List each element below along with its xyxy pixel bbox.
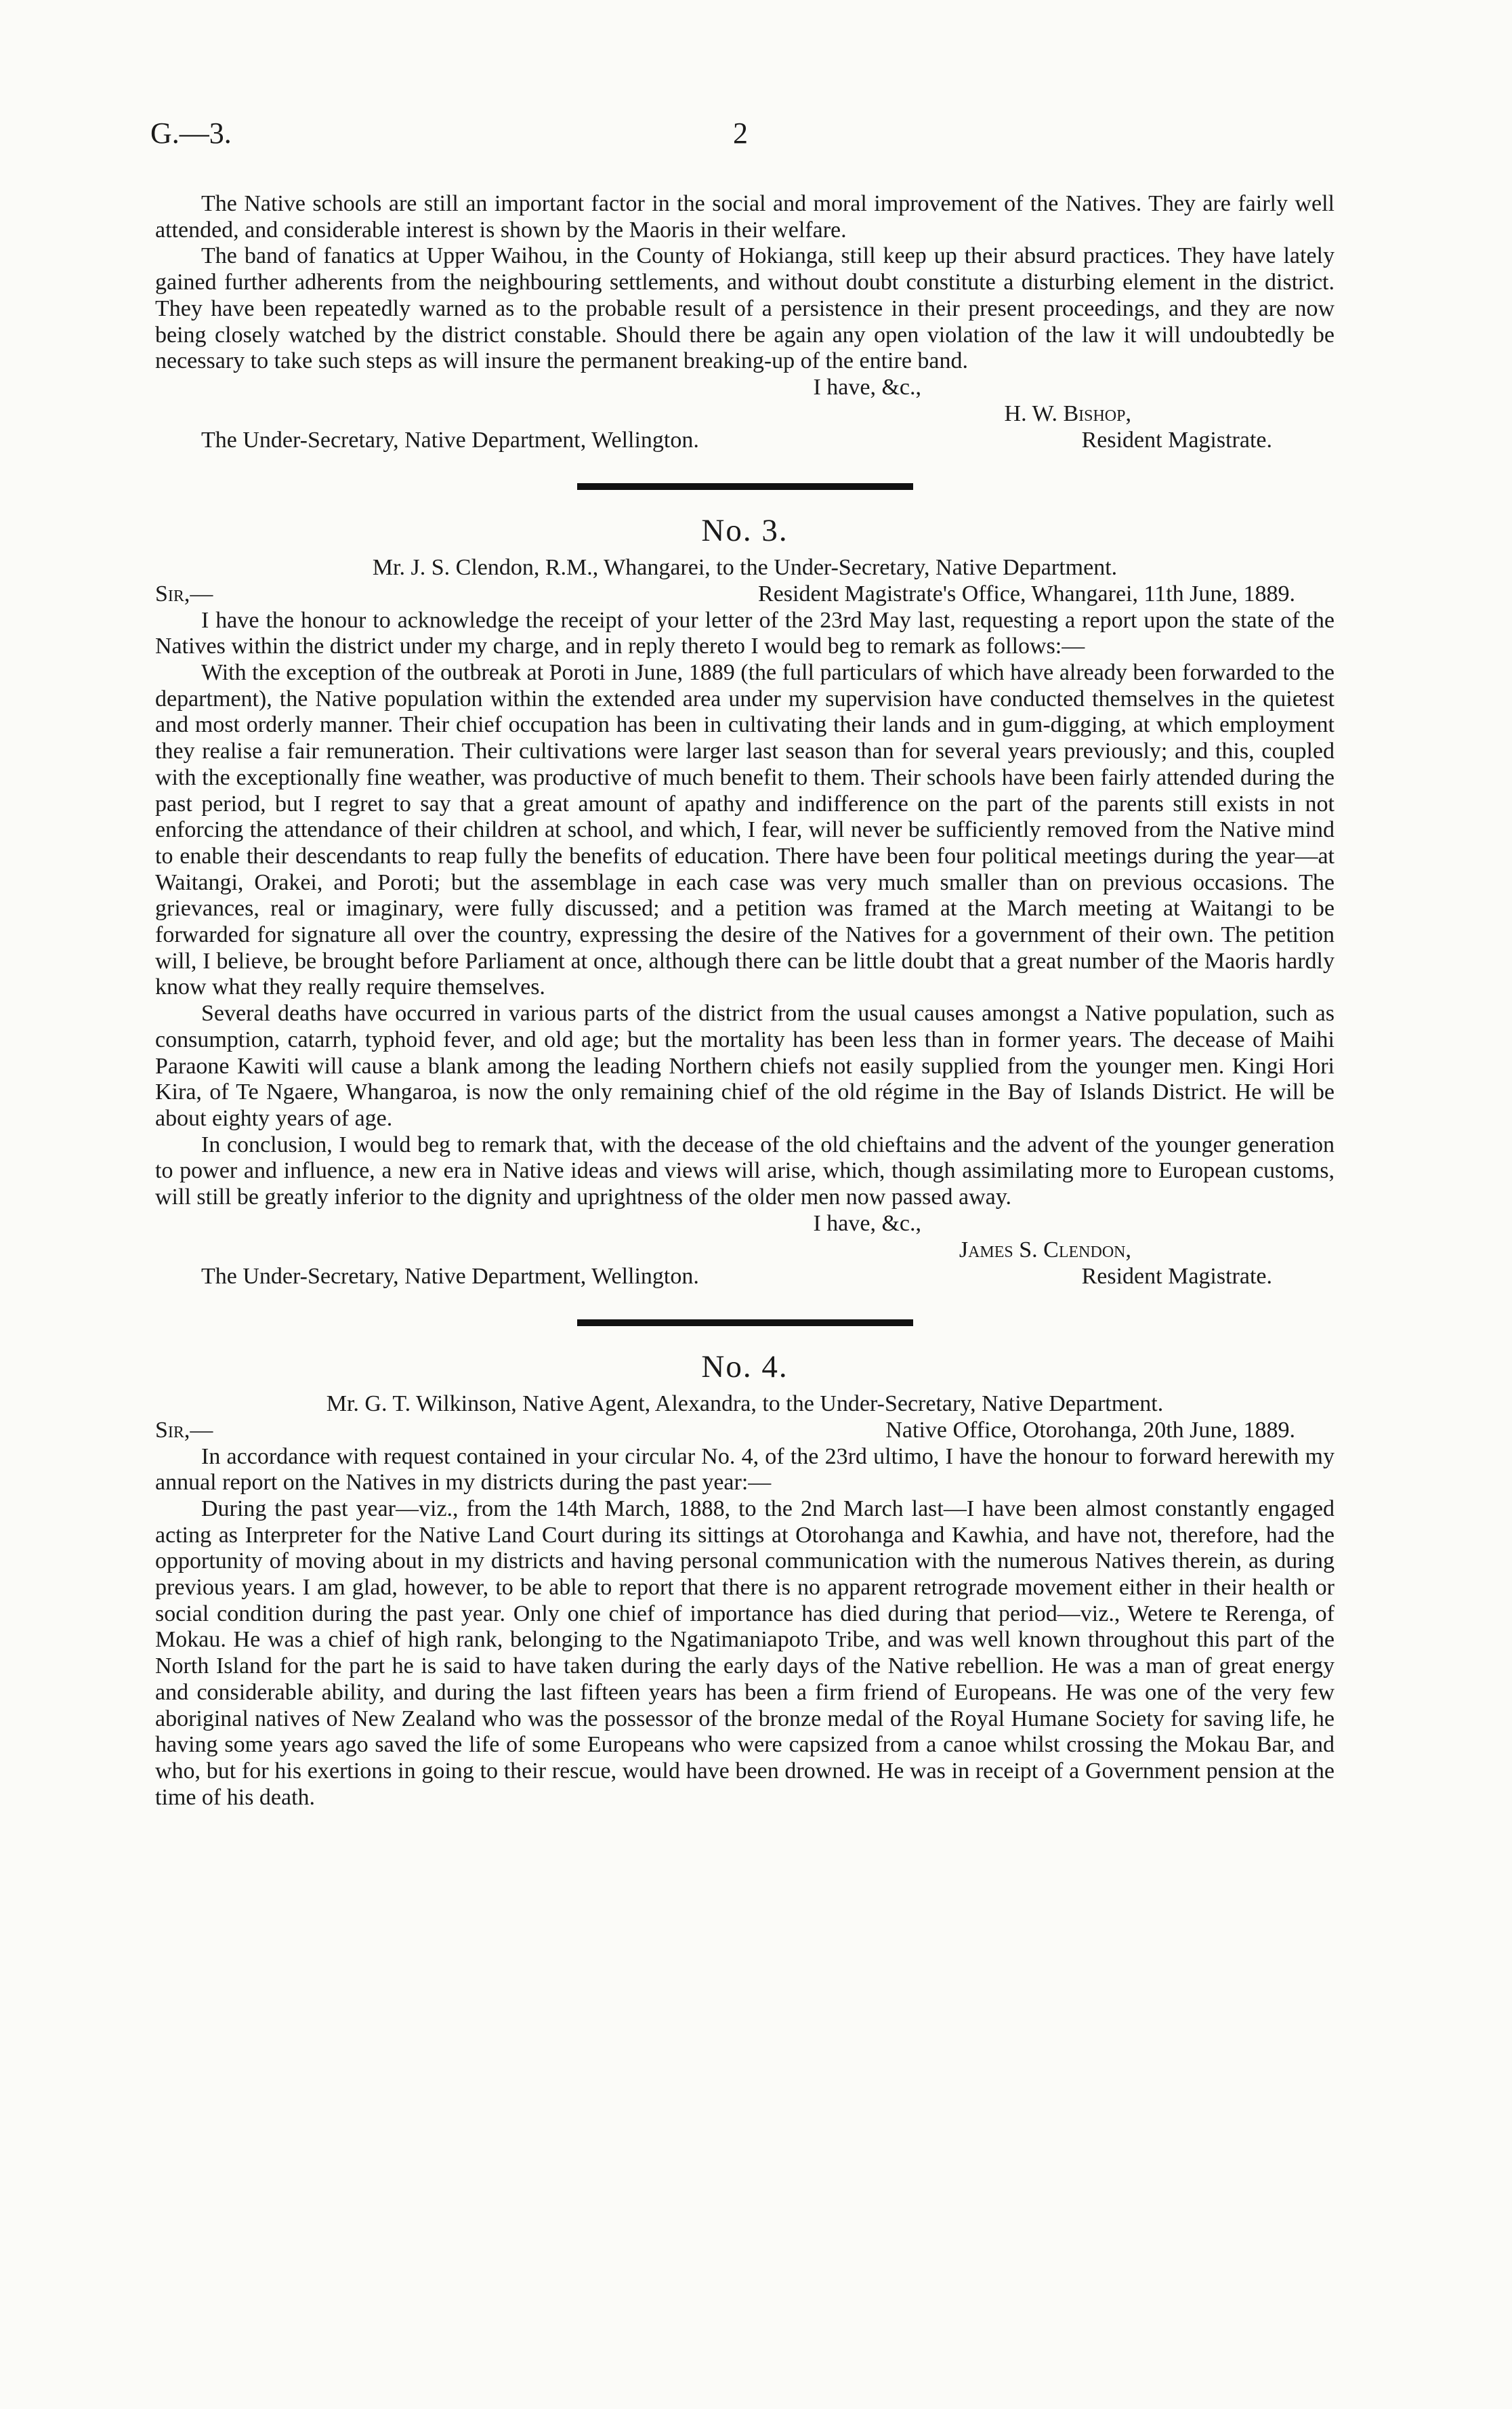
paragraph: During the past year—viz., from the 14th March, 1888, to the 2nd March last—I have been almost constantly engaged acting as Interpreter for the Native Land Court during its sittings at Otorohanga and Kawhia, and have not, therefore, had the opportunity of moving about in my districts and having personal communication with the numerous Natives therein, as during previous years. I am glad, however, to be able to report that there is no apparent retrograde movement either in their health or social condition during the past year. Only one chief of importance has died during that period—viz., Wetere te Rerenga, of Mokau. He was a chief of high rank, belonging to the Ngatimaniapoto Tribe, and was well known throughout this part of the North Island for the part he is said to have taken during the early days of the Native rebellion. He was a man of great energy and considerable ability, and during the last fifteen years has been a firm friend of Europeans. He was one of the very few aboriginal natives of New Zealand who was the possessor of the bronze medal of the Royal Humane Society for saving life, he having some years ago saved the life of some Europeans who were capsized from a canoe whilst crossing the Mokau Bar, and who, but for his exertions in going to their rescue, would have been drowned. He was in receipt of a Government pension at the time of his death.	[155, 1496, 1335, 1810]
addressee: The Under-Secretary, Native Department, Wellington.	[201, 1263, 699, 1289]
signatory-title: Resident Magistrate.	[1081, 1263, 1272, 1289]
page-body	[155, 191, 1335, 1811]
closing: I have, &c.,	[813, 1210, 921, 1236]
previous-letter-conclusion	[155, 191, 1335, 453]
salutation-line	[155, 581, 1335, 608]
section-divider	[577, 483, 913, 490]
paragraph: In conclusion, I would beg to remark that, with the decease of the old chieftains and the advent of the younger generation to power and influence, a new era in Native ideas and views will arise, which, though assimilating more to European customs, will still be greatly inferior to the dignity and uprightness of the older men now passed away.	[155, 1132, 1335, 1210]
signature-block	[155, 375, 1335, 453]
place-date: Resident Magistrate's Office, Whangarei, 11th June, 1889.	[758, 581, 1295, 606]
paragraph: In accordance with request contained in your circular No. 4, of the 23rd ultimo, I have the honour to forward herewith my annual report on the Natives in my districts during the past year:—	[155, 1443, 1335, 1496]
letter-no-3	[155, 513, 1335, 1290]
page-header	[150, 117, 1343, 155]
signatory: James S. Clendon,	[959, 1237, 1131, 1262]
closing: I have, &c.,	[813, 374, 921, 400]
salutation: Sir,—	[155, 581, 213, 606]
letter-number: No. 4.	[701, 1348, 789, 1384]
place-date: Native Office, Otorohanga, 20th June, 1889.	[885, 1417, 1295, 1443]
paragraph: The Native schools are still an important factor in the social and moral improvement of the Natives. They are fairly well attended, and considerable interest is shown by the Maoris in their welfare.	[155, 191, 1335, 243]
signatory-title: Resident Magistrate.	[1081, 427, 1272, 453]
paragraph: I have the honour to acknowledge the receipt of your letter of the 23rd May last, requesting a report upon the state of the Natives within the district under my charge, and in reply thereto I would beg to remark as follows:—	[155, 607, 1335, 659]
paragraph: With the exception of the outbreak at Poroti in June, 1889 (the full particulars of which have already been forwarded to the department), the Native population within the extended area under my supervision have conducted themselves in the quietest and most orderly manner. Their chief occupation has been in cultivating their lands and in gum-digging, at which employment they realise a fair remuneration. Their cultivations were larger last season than for several years previously; and this, coupled with the exceptionally fine weather, was productive of much benefit to them. Their schools have been fairly attended during the past period, but I regret to say that a great amount of apathy and indifference on the part of the parents still exists in not enforcing the attendance of their children at school, and which, I fear, will never be sufficiently removed from the Native mind to enable their descendants to reap fully the benefits of education. There have been four political meetings during the year—at Waitangi, Orakei, and Poroti; but the assemblage in each case was very much smaller than on previous occasions. The grievances, real or imaginary, were fully discussed; and a petition was framed at the March meeting at Waitangi to be forwarded for signature all over the country, expressing the desire of the Natives for a government of their own. The petition will, I believe, be brought before Parliament at once, although there can be little doubt that a great number of the Maoris hardly know what they really require themselves.	[155, 660, 1335, 1000]
letter-heading: Mr. J. S. Clendon, R.M., Whangarei, to the Under-Secretary, Native Department.	[372, 554, 1118, 580]
document-reference: G.—3.	[150, 117, 232, 150]
section-divider	[577, 1319, 913, 1326]
letter-no-4	[155, 1349, 1335, 1811]
paragraph: Several deaths have occurred in various parts of the district from the usual causes amongst a Native population, such as consumption, catarrh, typhoid fever, and old age; but the mortality has been less than in former years. The decease of Maihi Paraone Kawiti will cause a blank among the leading Northern chiefs not easily supplied from the younger men. Kingi Hori Kira, of Te Ngaere, Whangaroa, is now the only remaining chief of the old régime in the Bay of Islands District. He will be about eighty years of age.	[155, 1001, 1335, 1131]
letter-heading: Mr. G. T. Wilkinson, Native Agent, Alexandra, to the Under-Secretary, Native Department.	[326, 1391, 1164, 1416]
letter-number: No. 3.	[701, 512, 789, 548]
page-number: 2	[733, 117, 748, 150]
signature-block	[155, 1211, 1335, 1290]
paragraph: The band of fanatics at Upper Waihou, in the County of Hokianga, still keep up their absurd practices. They have lately gained further adherents from the neighbouring settlements, and without doubt constitute a disturbing element in the district. They have been repeatedly warned as to the probable result of a persistence in their present proceedings, and they are now being closely watched by the district constable. Should there be again any open violation of the law it will undoubtedly be necessary to take such steps as will insure the permanent breaking-up of the entire band.	[155, 243, 1335, 374]
salutation-line	[155, 1418, 1335, 1444]
salutation: Sir,—	[155, 1417, 213, 1443]
signatory: H. W. Bishop,	[1004, 400, 1131, 426]
addressee: The Under-Secretary, Native Department, Wellington.	[201, 427, 699, 453]
